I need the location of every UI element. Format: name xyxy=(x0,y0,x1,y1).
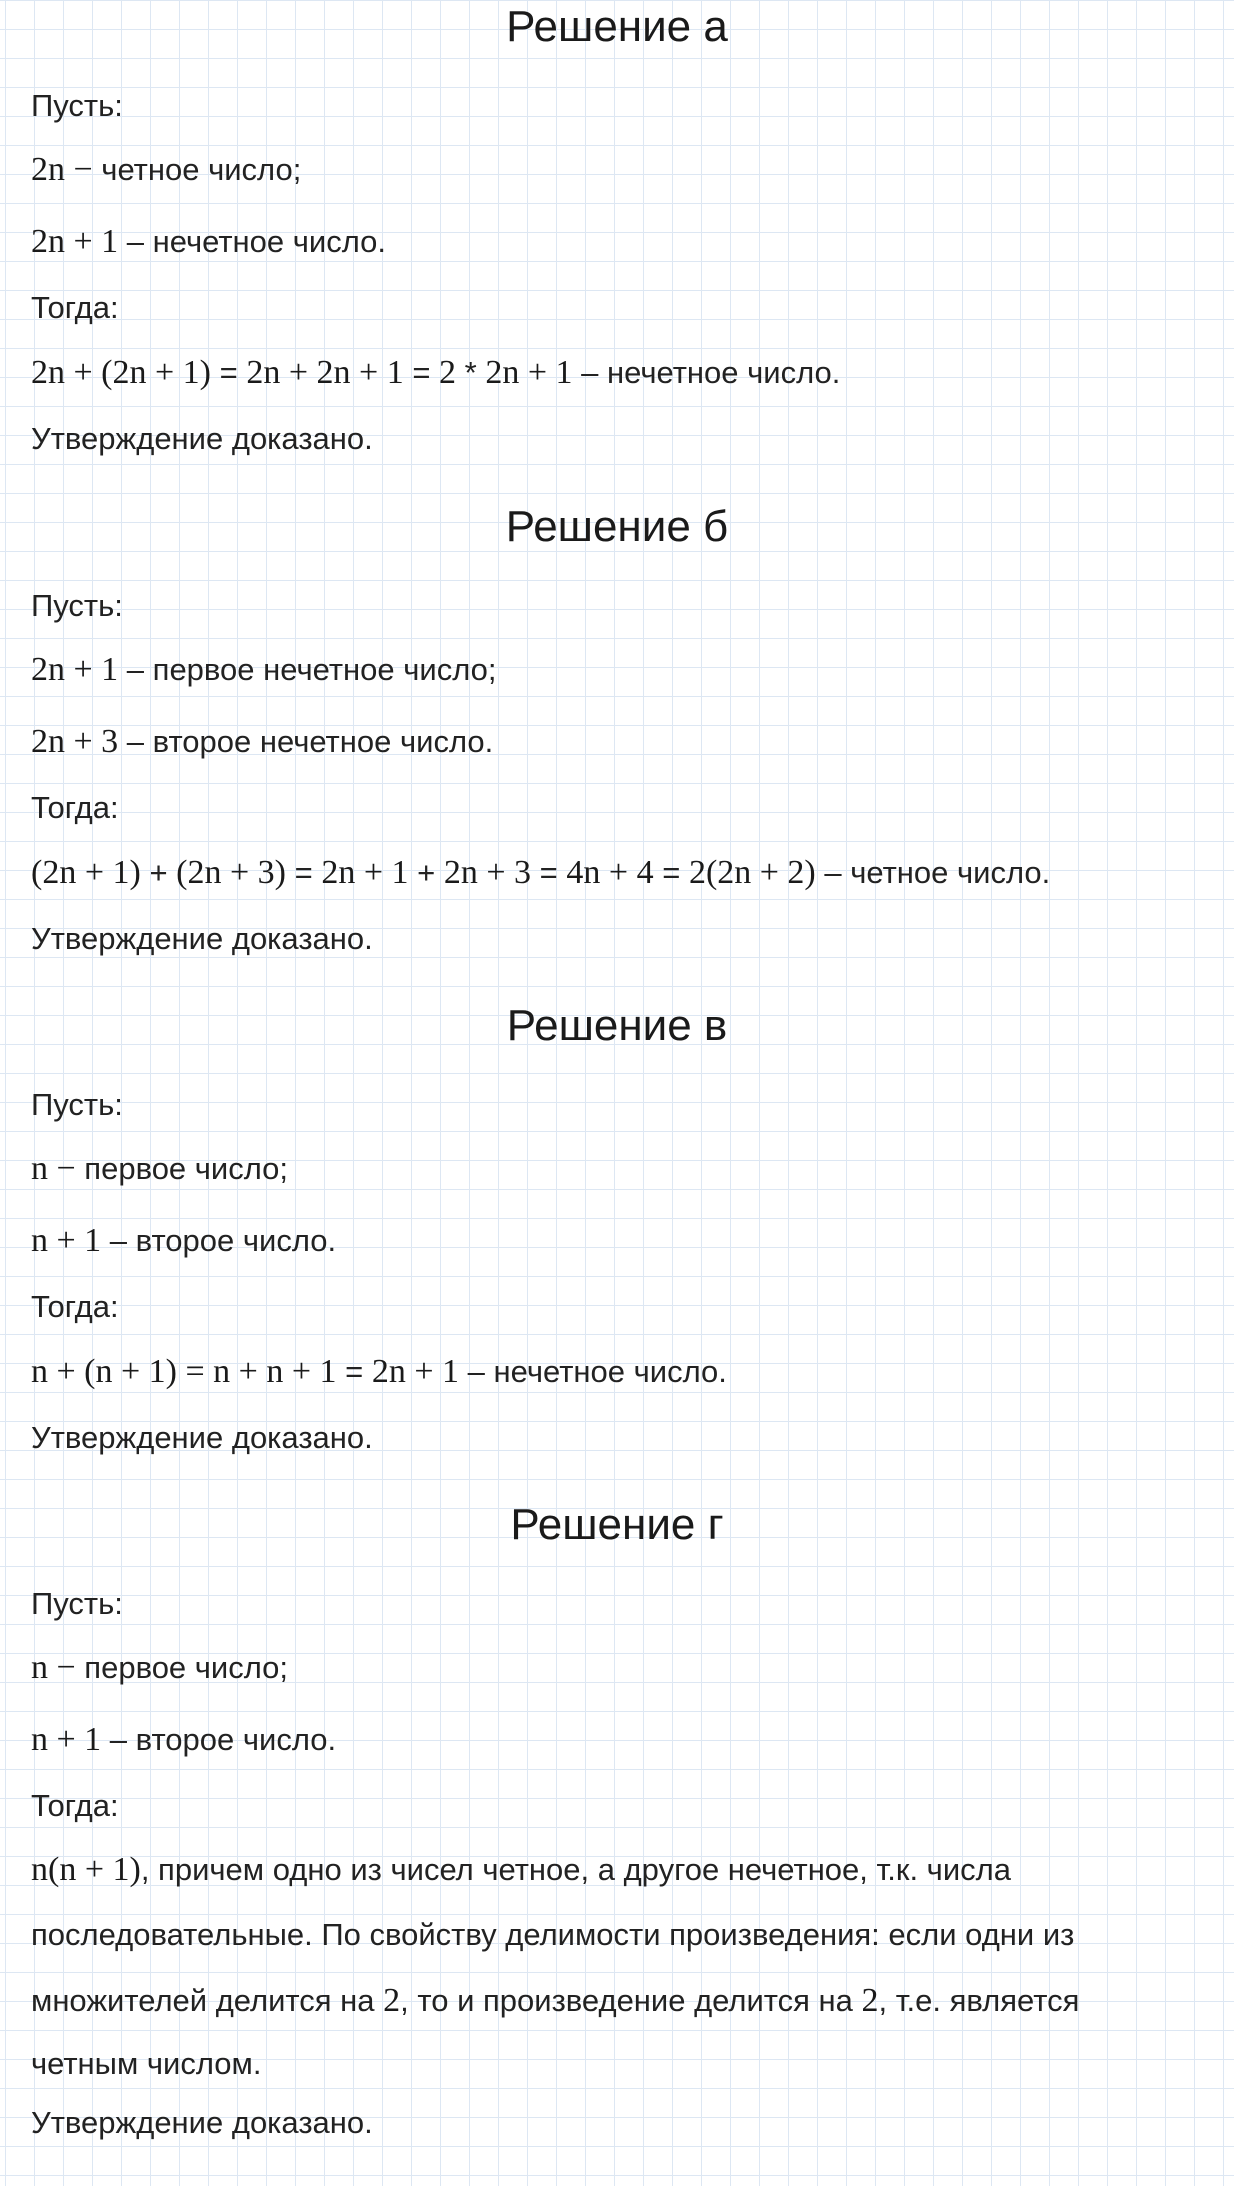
let-text: Пусть: xyxy=(31,88,123,123)
explanation-line-1 xyxy=(31,1850,1011,1890)
let-text: Пусть: xyxy=(31,588,123,623)
line-text: – первое нечетное число; xyxy=(118,652,497,687)
line-text: – нечетное число. xyxy=(572,355,841,390)
line-text: – второе нечетное число. xyxy=(118,724,494,759)
then-text: Тогда: xyxy=(31,790,119,825)
math-expression: (2n + 1) xyxy=(31,854,141,891)
first-odd-line xyxy=(31,650,497,690)
second-number-line xyxy=(31,1221,336,1261)
operator-text: = xyxy=(211,355,247,390)
math-expression: 2(2n + 2) xyxy=(688,854,816,891)
proved-line xyxy=(31,2103,373,2143)
first-number-line xyxy=(31,1149,288,1189)
math-expression: 2 xyxy=(861,1982,879,2019)
let-text: Пусть: xyxy=(31,1586,123,1621)
explanation-line-4 xyxy=(31,2044,261,2084)
math-expression: 4n + 4 xyxy=(566,854,654,891)
proved-line xyxy=(31,419,373,459)
math-expression: n + 1 xyxy=(31,1721,102,1758)
let-label xyxy=(31,586,123,626)
line-text: – нечетное число. xyxy=(459,1354,727,1389)
line-text: – второе число. xyxy=(101,1223,337,1258)
math-expression: 2n + 3 xyxy=(443,854,532,891)
math-expression: 2n + 1 xyxy=(31,651,119,688)
then-label xyxy=(31,788,119,828)
then-label xyxy=(31,1287,119,1327)
math-expression: 2n + 1 xyxy=(31,223,119,260)
explanation-line-3 xyxy=(31,1981,1079,2021)
then-label xyxy=(31,1786,119,1826)
calculation-line xyxy=(31,853,1050,893)
math-expression: n(n + 1) xyxy=(31,1851,141,1888)
math-expression: 2n + 1 xyxy=(321,854,409,891)
math-expression: n − xyxy=(31,1150,76,1187)
odd-number-line xyxy=(31,222,386,262)
calculation-line xyxy=(31,353,840,393)
math-expression: 2n + (2n + 1) xyxy=(31,354,211,391)
operator-text: = xyxy=(653,855,689,890)
proved-text: Утверждение доказано. xyxy=(31,921,373,956)
line-text: – четное число. xyxy=(815,855,1051,890)
line-text: , причем одно из чисел четное, а другое нечетное, т.к. числа xyxy=(140,1852,1011,1887)
math-expression: 2 xyxy=(439,354,457,391)
line-text: – нечетное число. xyxy=(118,224,387,259)
math-expression: n + 1 xyxy=(31,1222,102,1259)
line-text: четным числом. xyxy=(31,2046,262,2081)
second-odd-line xyxy=(31,722,493,762)
line-text: первое число; xyxy=(75,1151,289,1186)
then-text: Тогда: xyxy=(31,1289,119,1324)
math-expression: 2n + 1 xyxy=(371,1353,460,1390)
operator-text: = xyxy=(286,855,322,890)
line-text: четное число; xyxy=(92,152,302,187)
second-number-line xyxy=(31,1720,336,1760)
operator-text: * xyxy=(456,355,486,390)
line-text: последовательные. По свойству делимости произведения: если одни из xyxy=(31,1917,1075,1952)
operator-text: = xyxy=(403,355,440,390)
first-number-line xyxy=(31,1648,288,1688)
operator-text: = xyxy=(531,855,567,890)
section-b-heading: Решение б xyxy=(505,502,729,551)
calculation-line xyxy=(31,1352,727,1392)
let-text: Пусть: xyxy=(31,1087,123,1122)
section-d-heading: Решение г xyxy=(510,1500,724,1549)
proved-text: Утверждение доказано. xyxy=(31,421,373,456)
then-label xyxy=(31,288,119,328)
then-text: Тогда: xyxy=(31,290,119,325)
proved-text: Утверждение доказано. xyxy=(31,2105,373,2140)
line-text: первое число; xyxy=(75,1650,289,1685)
explanation-line-2 xyxy=(31,1915,1074,1955)
math-expression: 2n − xyxy=(31,151,93,188)
operator-text: + xyxy=(408,855,444,890)
proved-line xyxy=(31,1418,373,1458)
math-expression: 2 xyxy=(383,1982,401,2019)
math-expression: n − xyxy=(31,1649,76,1686)
math-expression: 2n + 1 xyxy=(485,354,573,391)
let-label xyxy=(31,86,123,126)
math-expression: 2n + 3 xyxy=(31,723,119,760)
math-expression: 2n + 2n + 1 xyxy=(246,354,404,391)
proved-line xyxy=(31,919,373,959)
even-number-line xyxy=(31,150,301,190)
then-text: Тогда: xyxy=(31,1788,119,1823)
line-text: множителей делится на xyxy=(31,1983,384,2018)
line-text: , т.е. является xyxy=(878,1983,1080,2018)
section-a-heading: Решение а xyxy=(506,2,728,51)
line-text: – второе число. xyxy=(101,1722,337,1757)
math-expression: (2n + 3) xyxy=(176,854,286,891)
operator-text: = xyxy=(336,1354,372,1389)
proved-text: Утверждение доказано. xyxy=(31,1420,373,1455)
let-label xyxy=(31,1584,123,1624)
operator-text: + xyxy=(140,855,177,890)
section-c-heading: Решение в xyxy=(506,1001,728,1050)
let-label xyxy=(31,1085,123,1125)
line-text: , то и произведение делится на xyxy=(400,1983,862,2018)
math-expression: n + (n + 1) = n + n + 1 xyxy=(31,1353,337,1390)
